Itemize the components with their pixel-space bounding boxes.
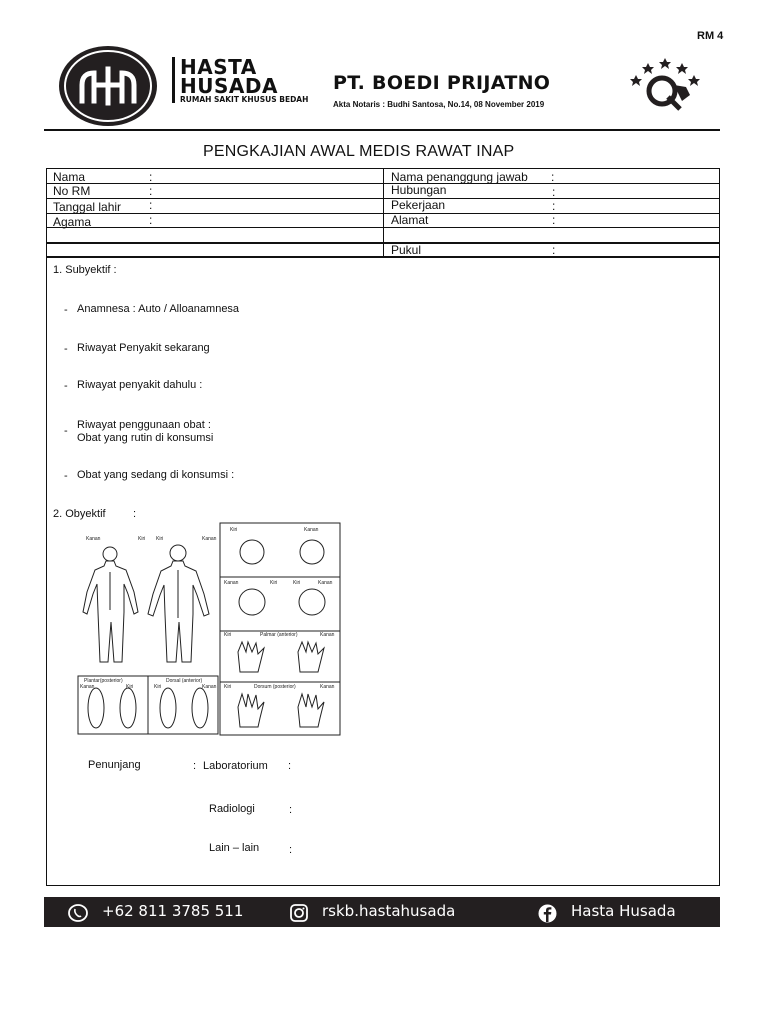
label-plantar: Plantar(posterior) [84,678,123,684]
label-kanan: Kanan [224,580,239,586]
form-title: PENGKAJIAN AWAL MEDIS RAWAT INAP [203,143,515,160]
nama-label: Nama [53,170,86,184]
brand-bar [172,57,175,103]
no-rm-label: No RM [53,184,91,198]
label-kiri: Kiri [224,632,232,638]
hospital-logo [58,45,158,127]
footer-facebook[interactable]: Hasta Husada [571,902,676,920]
anatomy-figure-icon [68,522,342,736]
alamat-field[interactable]: : [552,213,556,227]
riwayat-sekarang-field[interactable]: Riwayat Penyakit sekarang [77,342,210,354]
brand-name-1: HASTA [180,55,257,79]
objective-heading: 2. Obyektif [53,508,106,520]
penanggung-jawab-field[interactable]: : [551,170,555,184]
label-kanan: Kanan [320,632,335,638]
nama-field[interactable]: : [149,170,153,184]
laboratorium-field[interactable]: : [288,760,292,772]
dash-marker: - [64,380,68,392]
form-col-line [383,169,384,258]
subjective-heading: 1. Subyektif : [53,264,117,276]
dash-marker: - [64,343,68,355]
alamat-label: Alamat [391,213,429,227]
label-kiri: Kiri [230,527,238,533]
penanggung-jawab-label: Nama penanggung jawab [391,170,528,184]
label-kiri: Kiri [126,684,134,690]
dash-marker: - [64,304,68,316]
assessment-form [46,168,720,886]
label-kiri: Kiri [156,536,164,542]
agama-field[interactable]: : [149,213,153,227]
rm-code: RM 4 [697,30,724,42]
label-kanan: Kanan [202,536,217,542]
company-name: PT. BOEDI PRIJATNO [333,72,551,94]
lain-lain-field[interactable]: : [289,844,293,856]
label-kiri: Kiri [270,580,278,586]
header-rule [44,129,720,131]
label-dorsal: Dorsal (anterior) [166,678,203,684]
anamnesa-field[interactable]: Anamnesa : Auto / Alloanamnesa [77,303,240,315]
dash-marker: - [64,470,68,482]
pukul-field[interactable]: : [552,243,556,257]
footer-phone[interactable]: +62 811 3785 511 [102,902,244,920]
label-kanan: Kanan [202,684,217,690]
riwayat-dahulu-field[interactable]: Riwayat penyakit dahulu : [77,379,203,391]
pekerjaan-label: Pekerjaan [391,198,446,212]
whatsapp-icon [68,904,88,922]
facebook-icon [538,904,557,923]
instagram-icon [290,904,308,922]
label-kanan: Kanan [86,536,101,542]
quality-seal-icon [628,55,702,111]
brand-tagline: RUMAH SAKIT KHUSUS BEDAH [180,95,309,104]
riwayat-obat-field[interactable]: Riwayat penggunaan obat : [77,419,211,431]
radiologi-field[interactable]: : [289,804,293,816]
dash-marker: - [64,425,68,437]
pekerjaan-field[interactable]: : [552,199,556,213]
label-kanan: Kanan [318,580,333,586]
notary-line: Akta Notaris : Budhi Santosa, No.14, 08 November 2019 [333,100,545,109]
radiologi-label: Radiologi [209,803,255,815]
lain-lain-label: Lain – lain [209,842,260,854]
obat-sedang-field[interactable]: Obat yang sedang di konsumsi : [77,469,235,481]
penunjang-colon: : [193,760,197,772]
contact-footer [44,897,720,927]
label-kiri: Kiri [154,684,162,690]
brand-name-2: HUSADA [180,74,278,98]
label-kiri: Kiri [293,580,301,586]
tanggal-lahir-field[interactable]: : [149,198,153,212]
footer-instagram[interactable]: rskb.hastahusada [322,902,456,920]
objective-colon: : [133,508,137,520]
hubungan-field[interactable]: : [552,185,556,199]
label-dorsum: Dorsum (posterior) [254,684,296,690]
laboratorium-label: Laboratorium [203,760,268,772]
label-kiri: Kiri [138,536,146,542]
label-kiri: Kiri [224,684,232,690]
hubungan-label: Hubungan [391,183,447,197]
label-kanan: Kanan [304,527,319,533]
penunjang-label: Penunjang [88,759,141,771]
pukul-label: Pukul [391,243,422,257]
label-palmar: Palmar (anterior) [260,632,298,638]
label-kanan: Kanan [80,684,95,690]
tanggal-lahir-label: Tanggal lahir [53,200,122,214]
label-kanan: Kanan [320,684,335,690]
body-diagram [68,522,342,736]
no-rm-field[interactable]: : [149,184,153,198]
obat-rutin-field[interactable]: Obat yang rutin di konsumsi [77,432,214,444]
agama-label: Agama [53,215,92,229]
